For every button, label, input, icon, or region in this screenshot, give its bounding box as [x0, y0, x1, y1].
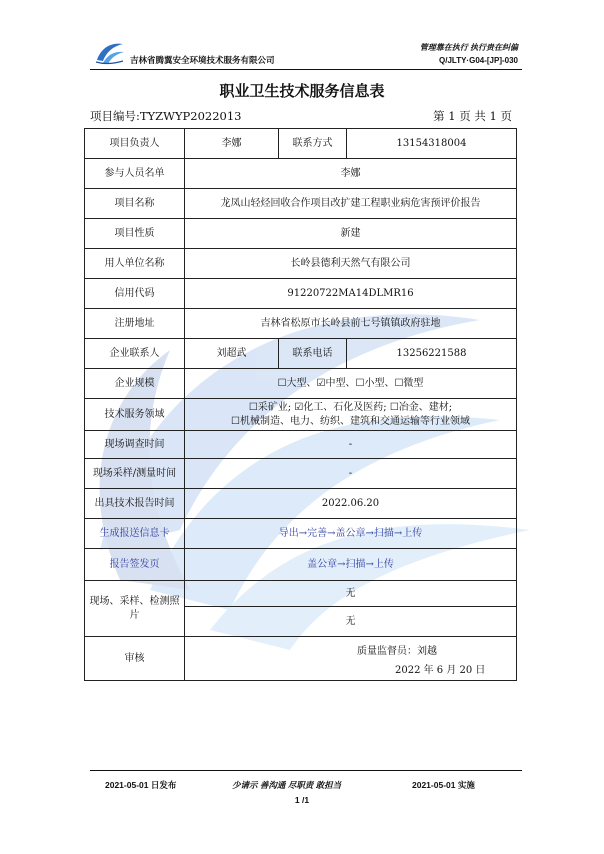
- leader-value: 李娜: [185, 129, 279, 159]
- address-value: 吉林省松原市长岭县前七号镇镇政府驻地: [185, 309, 517, 339]
- info-table: [84, 128, 517, 681]
- header-slogan: 管理靠在执行 执行贵在纠偏: [419, 43, 518, 52]
- audit-cell: [185, 637, 517, 681]
- company-logo-icon: [95, 40, 125, 66]
- page-header: [90, 40, 522, 76]
- scale-label: 企业规模: [85, 369, 185, 399]
- participants-label: 参与人员名单: [85, 159, 185, 189]
- issue-date: 2021-05-01 日发布: [105, 780, 177, 790]
- survey-time-value: -: [185, 431, 517, 459]
- table-row: [85, 459, 517, 489]
- report-time-value: 2022.06.20: [185, 489, 517, 519]
- table-row: [85, 189, 517, 219]
- project-name-value: 龙凤山轻烃回收合作项目改扩建工程职业病危害预评价报告: [185, 189, 517, 219]
- table-row: [85, 549, 517, 581]
- generate-card-value: 导出→完善→盖公章→扫描→上传: [185, 519, 517, 549]
- enterprise-contact-value: 刘超武: [185, 339, 279, 369]
- table-row: [85, 519, 517, 549]
- address-label: 注册地址: [85, 309, 185, 339]
- project-number: 项目编号:TYZWYP2022013: [90, 109, 242, 123]
- project-nature-label: 项目性质: [85, 219, 185, 249]
- implement-date: 2021-05-01 实施: [412, 780, 475, 790]
- participants-value: 李娜: [185, 159, 517, 189]
- table-row: [85, 581, 517, 607]
- header-divider: [90, 69, 522, 70]
- table-row: [85, 309, 517, 339]
- phone-label: 联系电话: [279, 339, 347, 369]
- sampling-time-label: 现场采样/测量时间: [85, 459, 185, 489]
- sign-page-value: 盖公章→扫描→上传: [185, 549, 517, 581]
- page-title: 职业卫生技术服务信息表: [219, 82, 385, 100]
- credit-code-value: 91220722MA14DLMR16: [185, 279, 517, 309]
- table-row: [85, 279, 517, 309]
- company-name: 吉林省腾翼安全环境技术服务有限公司: [130, 55, 275, 65]
- table-row: [85, 369, 517, 399]
- table-row: [85, 399, 517, 431]
- contact-label: 联系方式: [279, 129, 347, 159]
- document-number: Q/JLTY·G04-[JP]-030: [439, 56, 518, 65]
- domain-value: [185, 399, 517, 431]
- table-row: [85, 129, 517, 159]
- project-nature-value: 新建: [185, 219, 517, 249]
- leader-label: 项目负责人: [85, 129, 185, 159]
- phone-value: 13256221588: [347, 339, 517, 369]
- photo-value-2: 无: [185, 607, 517, 637]
- footer-motto: 少请示 善沟通 尽职责 敢担当: [232, 780, 342, 790]
- page-info: 第 1 页 共 1 页: [433, 109, 512, 123]
- generate-card-label: 生成报送信息卡: [85, 519, 185, 549]
- domain-line-2: ☐机械制造、电力、纺织、建筑和交通运输等行业领域: [231, 415, 470, 427]
- survey-time-label: 现场调查时间: [85, 431, 185, 459]
- employer-label: 用人单位名称: [85, 249, 185, 279]
- domain-line-1: ☐采矿业; ☑化工、石化及医药; ☐冶金、建材;: [248, 402, 453, 413]
- credit-code-label: 信用代码: [85, 279, 185, 309]
- table-row: [85, 637, 517, 681]
- enterprise-contact-label: 企业联系人: [85, 339, 185, 369]
- table-row: [85, 339, 517, 369]
- project-name-label: 项目名称: [85, 189, 185, 219]
- quality-supervisor: 质量监督员：刘越: [357, 646, 437, 657]
- audit-date: 2022 年 6 月 20 日: [395, 665, 486, 676]
- sampling-time-value: -: [185, 459, 517, 489]
- report-time-label: 出具技术报告时间: [85, 489, 185, 519]
- footer-divider: [90, 770, 522, 771]
- table-row: [85, 249, 517, 279]
- employer-value: 长岭县德利天然气有限公司: [185, 249, 517, 279]
- photo-value-1: 无: [185, 581, 517, 607]
- table-row: [85, 431, 517, 459]
- domain-label: 技术服务领域: [85, 399, 185, 431]
- sign-page-label: 报告签发页: [85, 549, 185, 581]
- audit-label: 审核: [85, 637, 185, 681]
- table-row: [85, 159, 517, 189]
- contact-value: 13154318004: [347, 129, 517, 159]
- page-number: 1 /1: [294, 795, 310, 805]
- table-row: [85, 489, 517, 519]
- photo-label: 现场、采样、检测照片: [85, 581, 185, 637]
- scale-value: ☐大型、☑中型、☐小型、☐微型: [185, 369, 517, 399]
- table-row: [85, 219, 517, 249]
